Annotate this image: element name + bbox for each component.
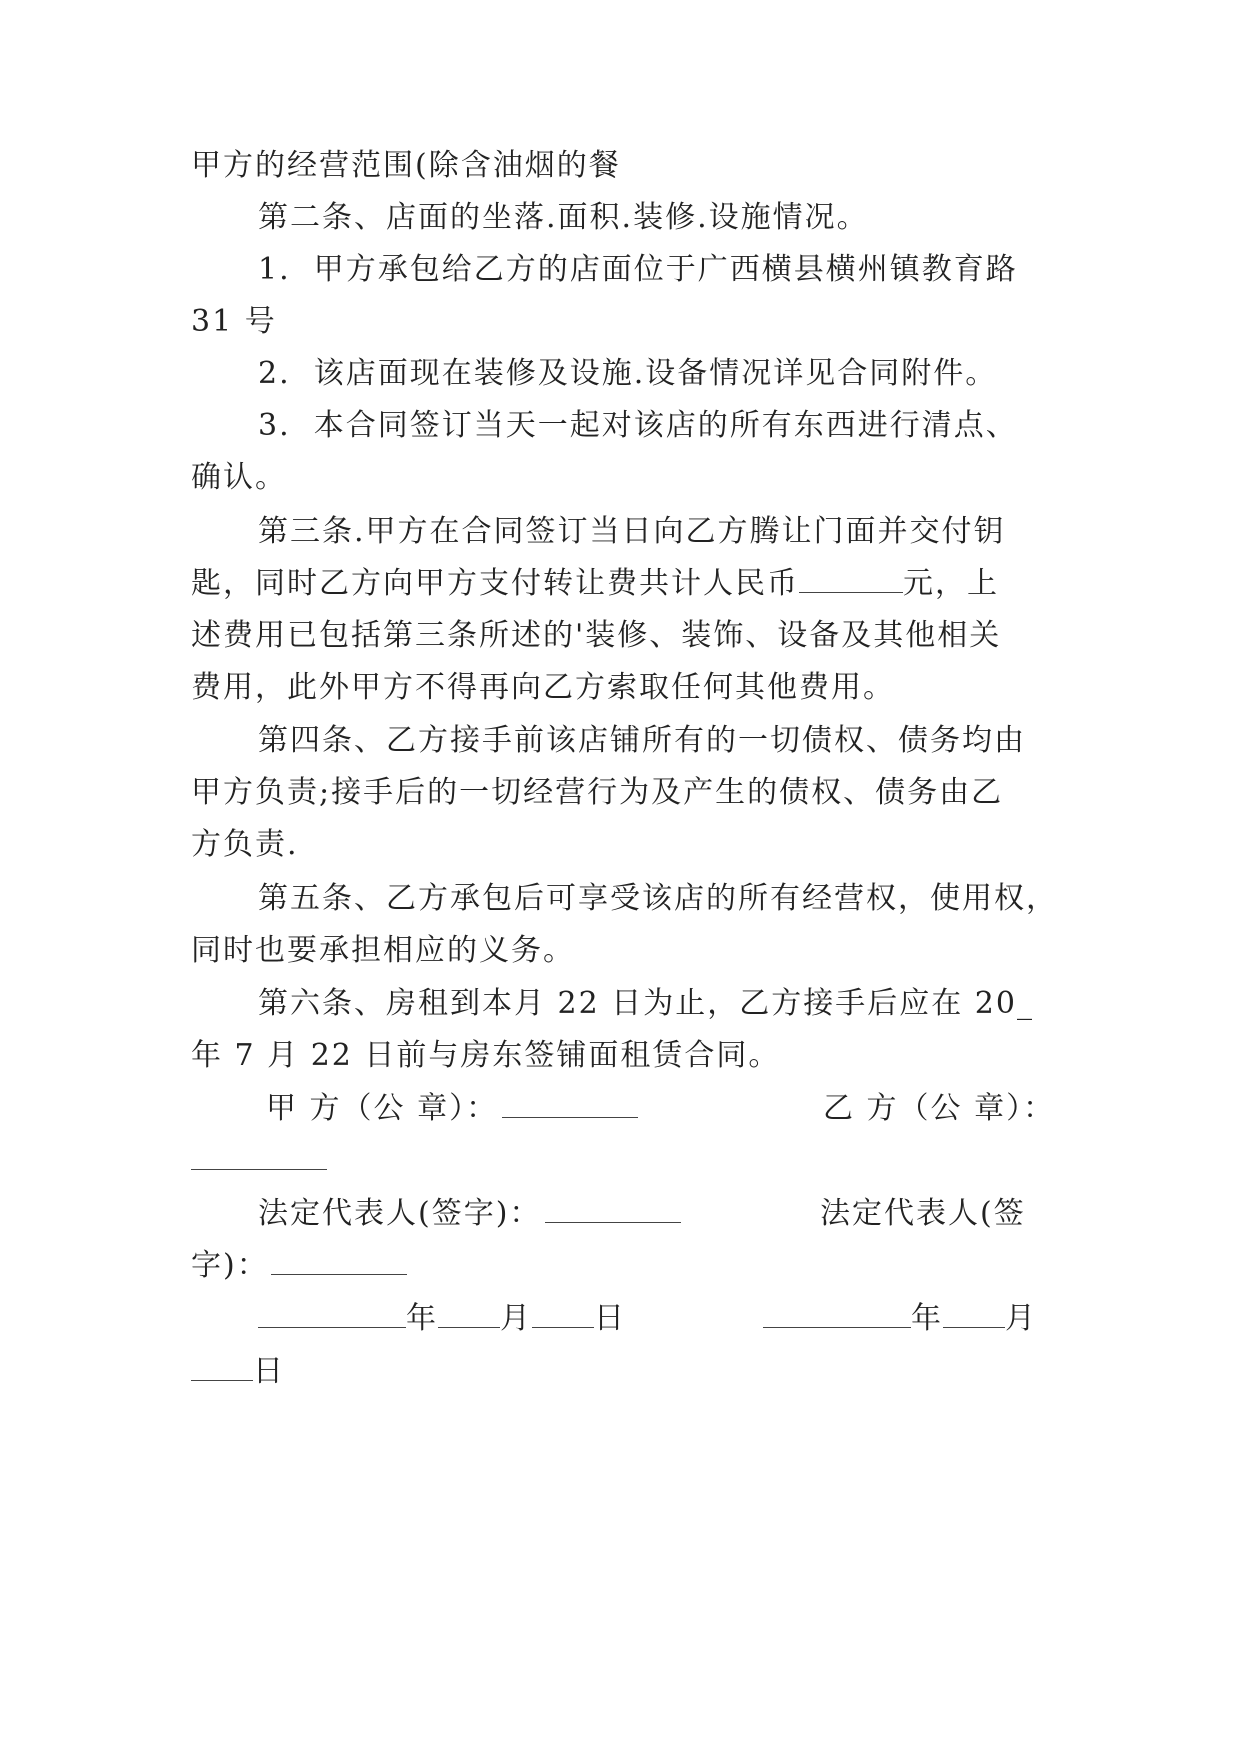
article-3-line-4: 费用，此外甲方不得再向乙方索取任何其他费用。 (191, 670, 895, 705)
party-b-seal-row-2 (191, 1141, 327, 1181)
party-b-seal-label: 乙 方（公 章）： (823, 1091, 1056, 1126)
item-1-line-2: 31 号 (191, 304, 277, 339)
date-a-month-blank (438, 1299, 500, 1328)
date-a-year-blank (258, 1299, 406, 1328)
rep-a-label: 法定代表人(签字)： (258, 1196, 542, 1231)
paragraph-line-1: 甲方的经营范围(除含油烟的餐 (191, 148, 621, 183)
article-4-line-3: 方负责. (191, 827, 299, 862)
article-3-line-3: 述费用已包括第三条所述的'装修、装饰、设备及其他相关 (191, 618, 1002, 653)
date-a-month-label: 月 (500, 1301, 532, 1336)
article-6-line-2: 年 7 月 22 日前与房东签铺面租赁合同。 (191, 1038, 781, 1073)
party-a-seal-row (266, 1089, 638, 1129)
date-a-day-blank (532, 1299, 594, 1328)
article-3-line-1: 第三条.甲方在合同签订当日向乙方腾让门面并交付钥 (258, 514, 1006, 549)
date-a-row (258, 1299, 626, 1339)
date-a-day-label: 日 (594, 1301, 626, 1336)
date-b-day-label: 日 (253, 1354, 285, 1389)
article-4-line-1: 第四条、乙方接手前该店铺所有的一切债权、债务均由 (258, 723, 1026, 758)
article-5-line-2: 同时也要承担相应的义务。 (191, 933, 575, 968)
party-b-seal-blank (191, 1141, 327, 1170)
date-b-year-label: 年 (911, 1301, 943, 1336)
article-6-line-1: 第六条、房租到本月 22 日为止，乙方接手后应在 20_ (258, 986, 1034, 1021)
item-3-line-1: 3. 本合同签订当天一起对该店的所有东西进行清点、 (258, 408, 1018, 443)
rep-b-blank (271, 1246, 407, 1275)
item-1-line-1: 1. 甲方承包给乙方的店面位于广西横县横州镇教育路 (258, 252, 1018, 287)
date-b-month-blank (943, 1299, 1005, 1328)
date-b-row-2 (191, 1352, 285, 1392)
rep-b-label: 法定代表人(签 (820, 1196, 1026, 1231)
date-b-row (763, 1299, 1037, 1339)
rep-b-label-cont: 字)： (191, 1248, 269, 1283)
article-4-line-2: 甲方负责;接手后的一切经营行为及产生的债权、债务由乙 (191, 775, 1004, 810)
rep-a-blank (545, 1194, 681, 1223)
article-5-line-1: 第五条、乙方承包后可享受该店的所有经营权，使用权， (258, 881, 1058, 916)
party-a-seal-label: 甲 方（公 章）： (266, 1091, 499, 1126)
item-2: 2. 该店面现在装修及设施.设备情况详见合同附件。 (258, 356, 998, 391)
date-b-day-blank (191, 1352, 253, 1381)
rep-b-row-2 (191, 1246, 407, 1286)
date-b-month-label: 月 (1005, 1301, 1037, 1336)
article-3-text-b: 元，上 (903, 566, 999, 601)
party-a-seal-blank (502, 1089, 638, 1118)
article-2-heading: 第二条、店面的坐落.面积.装修.设施情况。 (258, 200, 869, 235)
fee-blank (799, 564, 903, 593)
date-a-year-label: 年 (406, 1301, 438, 1336)
rep-a-row (258, 1194, 681, 1234)
article-3-line-2 (191, 564, 999, 604)
item-3-line-2: 确认。 (191, 460, 287, 495)
article-3-text-a: 匙，同时乙方向甲方支付转让费共计人民币 (191, 566, 799, 601)
date-b-year-blank (763, 1299, 911, 1328)
